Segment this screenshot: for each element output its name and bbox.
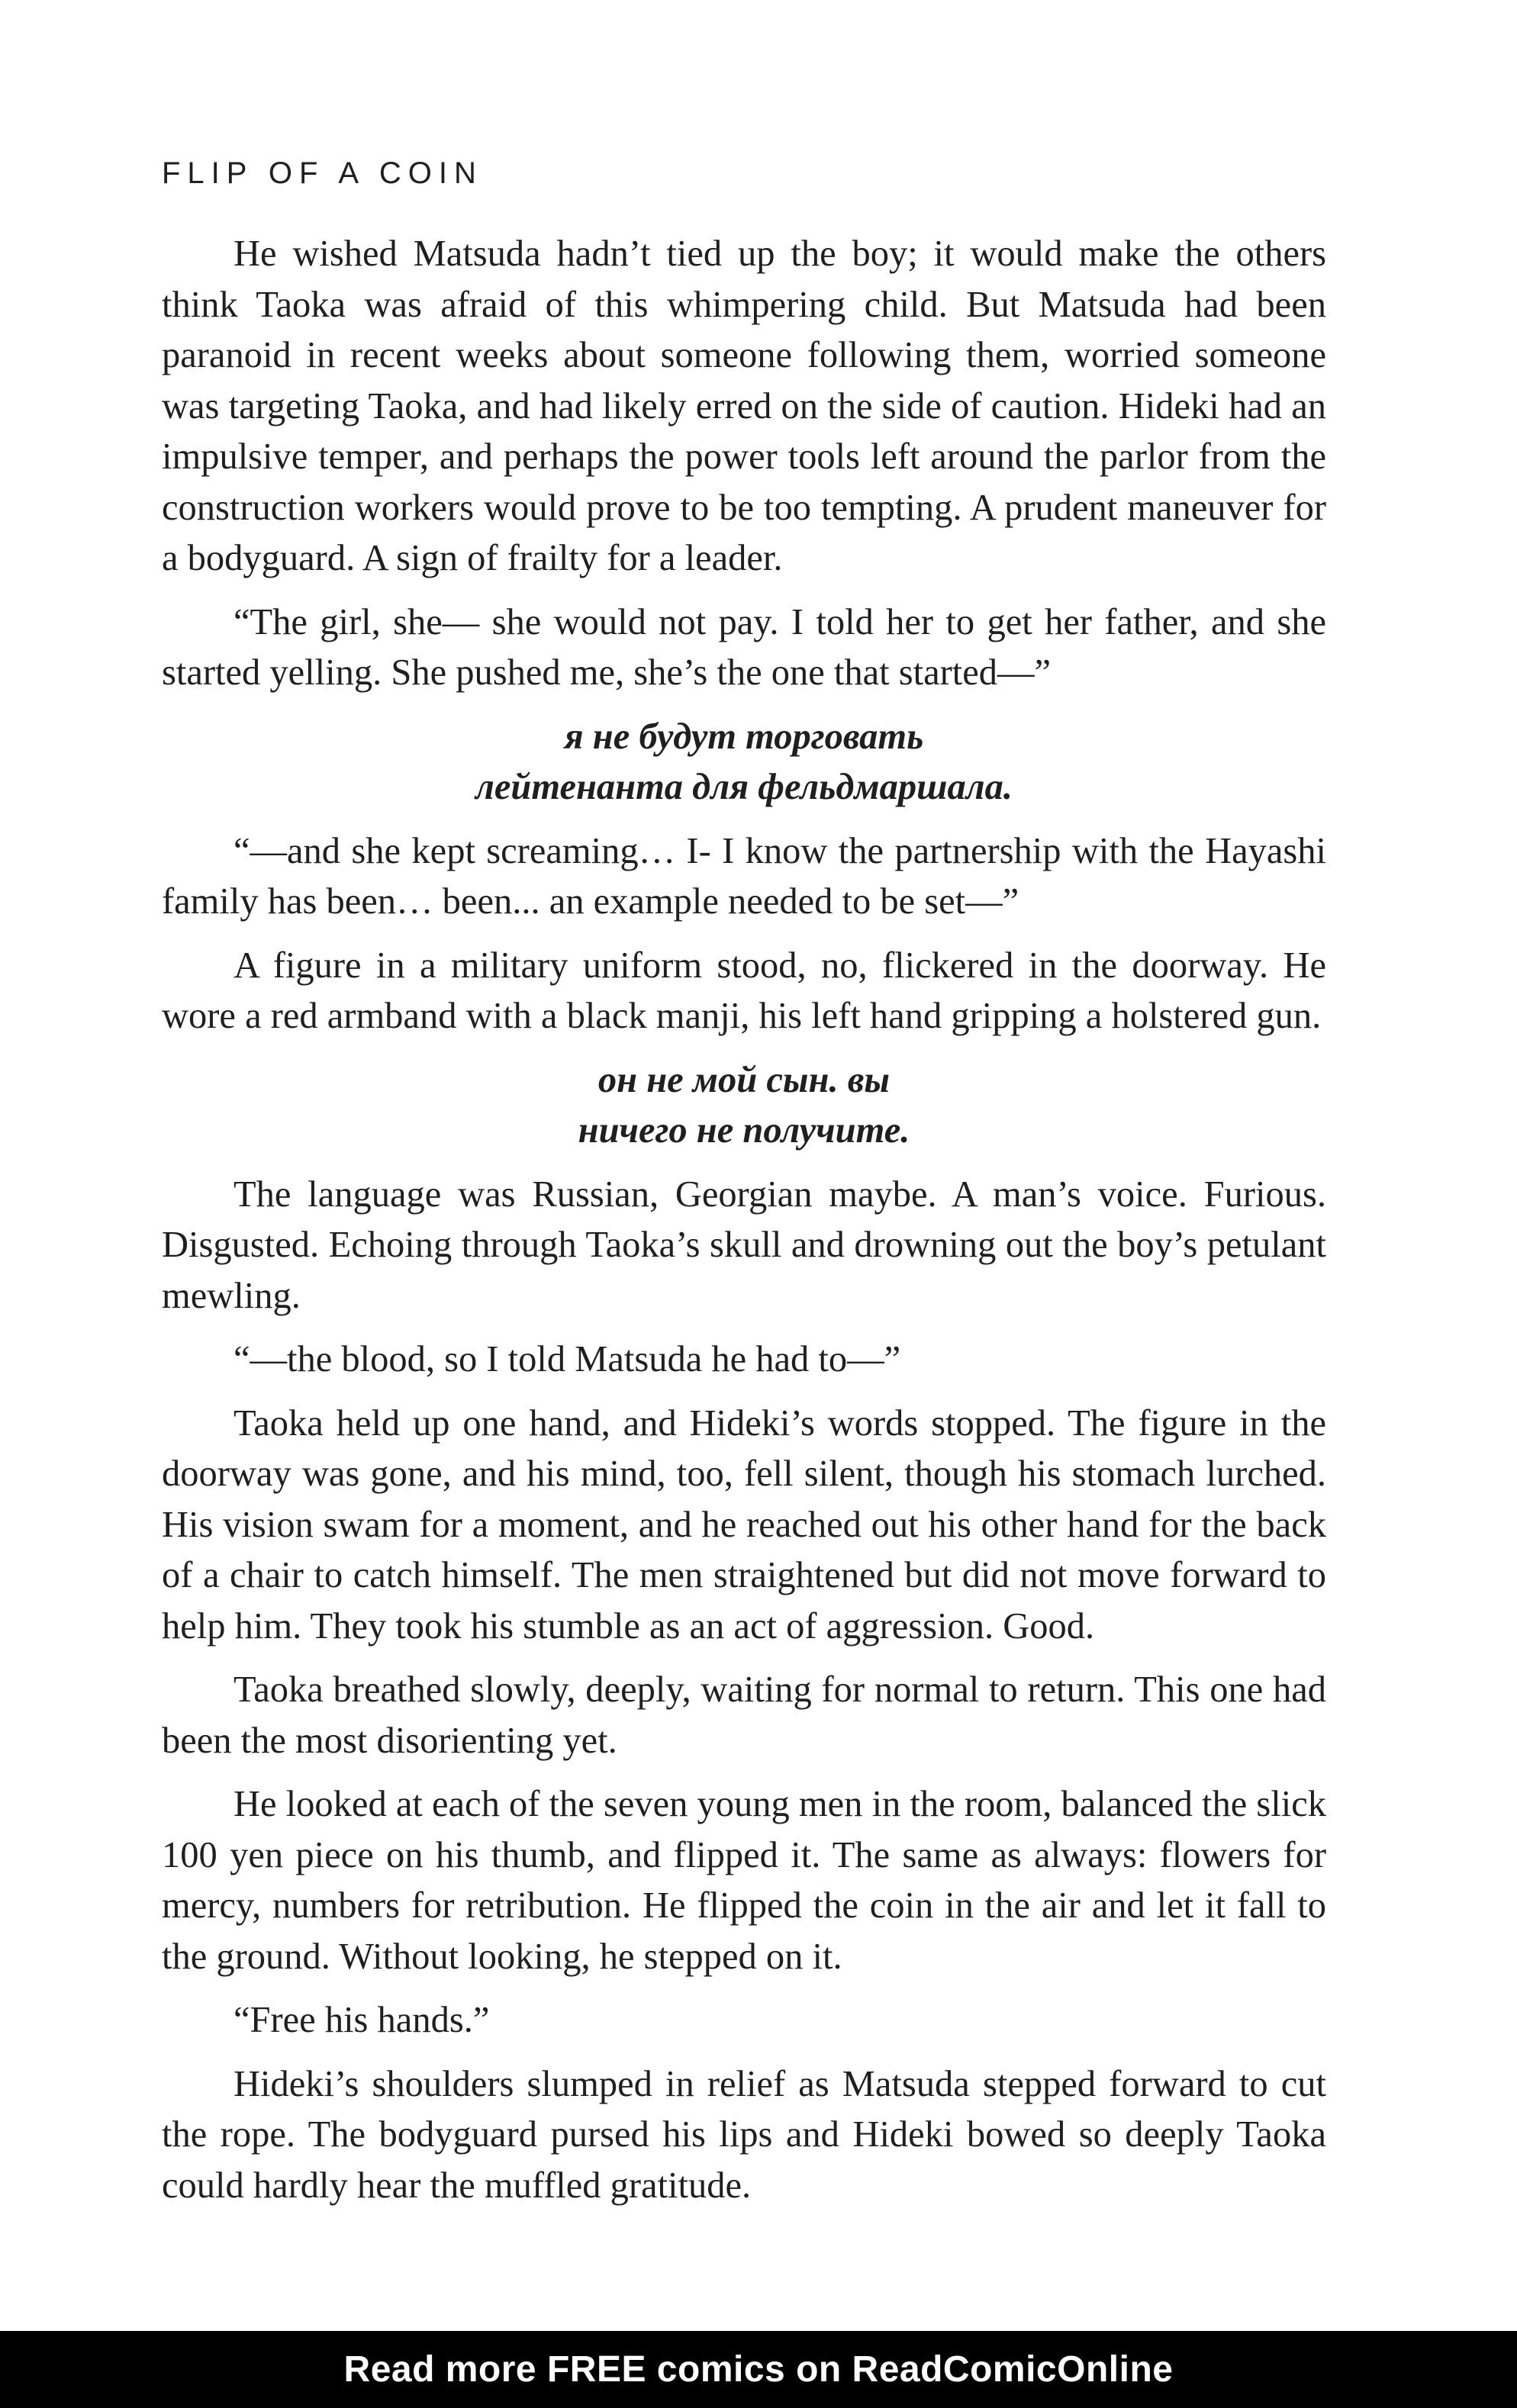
paragraph-5: The language was Russian, Georgian maybe. A man’s voice. Furious. Disgusted. Echoing through Taoka’s skull and drowning out the boy’s petulant mewling. <box>162 1173 1326 1316</box>
paragraph-7: Taoka held up one hand, and Hideki’s words stopped. The figure in the doorway was gone, and his mind, too, fell silent, though his stomach lurched. His vision swam for a moment, and he reached out his other hand for the back of a chair to catch himself. The men straightened but did not move forward to help him. They took his stumble as an act of aggression. Good. <box>162 1402 1326 1647</box>
footer-banner <box>0 2331 1517 2408</box>
verse-1-line-2: лейтенанта для фельдмаршала. <box>475 767 1013 807</box>
paragraph-11: Hideki’s shoulders slumped in relief as Matsuda stepped forward to cut the rope. The bodyguard pursed his lips and Hideki bowed so deeply Taoka could hardly hear the muffled gratitude. <box>162 2063 1326 2206</box>
story-text <box>162 229 1326 2224</box>
paragraph-6: “—the blood, so I told Matsuda he had to—” <box>234 1339 901 1379</box>
paragraph-3: “—and she kept screaming… I- I know the partnership with the Hayashi family has been… been... an example needed to be set—” <box>162 830 1326 922</box>
verse-1-line-1: я не будут торговать <box>564 716 924 757</box>
read-more-link[interactable]: Read more FREE comics on ReadComicOnline <box>343 2349 1174 2390</box>
paragraph-8: Taoka breathed slowly, deeply, waiting for normal to return. This one had been the most disorienting yet. <box>162 1669 1326 1761</box>
paragraph-9: He looked at each of the seven young men in the room, balanced the slick 100 yen piece on his thumb, and flipped it. The same as always: flowers for mercy, numbers for retribution. He flipped the coin in the air and let it fall to the ground. Without looking, he stepped on it. <box>162 1784 1326 1977</box>
paragraph-4: A figure in a military uniform stood, no, flickered in the doorway. He wore a red armband with a black manji, his left hand gripping a holstered gun. <box>162 945 1326 1036</box>
russian-verse-2 <box>162 1055 1326 1157</box>
running-title: FLIP OF A COIN <box>162 156 483 190</box>
verse-2-line-2: ничего не получите. <box>578 1110 910 1151</box>
paragraph-2: “The girl, she— she would not pay. I told her to get her father, and she started yelling. She pushed me, she’s the one that started—” <box>162 601 1326 693</box>
paragraph-10: “Free his hands.” <box>234 2000 490 2040</box>
russian-verse-1 <box>162 712 1326 813</box>
paragraph-1: He wished Matsuda hadn’t tied up the boy; it would make the others think Taoka was afraid of this whimpering child. But Matsuda had been paranoid in recent weeks about someone following them, worried someone was targeting Taoka, and had likely erred on the side of caution. Hideki had an impulsive temper, and perhaps the power tools left around the parlor from the construction workers would prove to be too tempting. A prudent maneuver for a bodyguard. A sign of frailty for a leader. <box>162 233 1326 578</box>
verse-2-line-1: он не мой сын. вы <box>597 1059 891 1100</box>
